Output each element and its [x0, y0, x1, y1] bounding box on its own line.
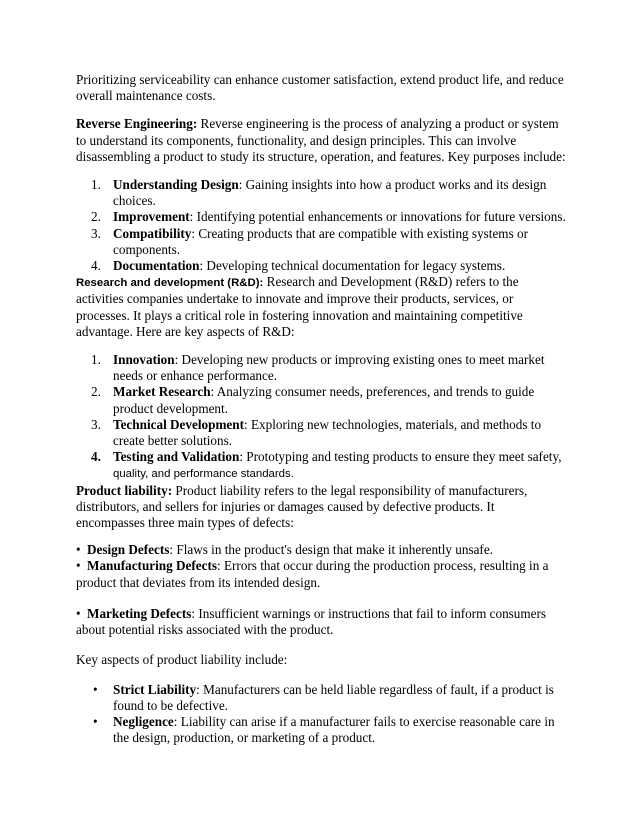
bullet-icon: •	[76, 605, 81, 621]
list-number: 2.	[91, 384, 101, 400]
defect-item	[76, 558, 566, 590]
list-item	[76, 258, 566, 274]
aspect-term: Negligence	[113, 713, 174, 729]
list-item	[76, 226, 566, 258]
list-number: 1.	[91, 177, 101, 193]
product-liability-body: Product liability refers to the legal responsibility of manufacturers, distributors, and sellers for injuries or damages caused by defective products. It encompasses three main types of defects:	[76, 482, 528, 531]
defect-item	[76, 542, 566, 558]
list-number: 3.	[91, 225, 101, 241]
list-item-term: Market Research	[113, 384, 211, 400]
research-development-list	[76, 352, 566, 483]
defect-term: Marketing Defects	[87, 605, 192, 621]
defect-desc: : Insufficient warnings or instructions that fail to inform consumers about potential risks associated with the product.	[76, 605, 547, 638]
list-item-desc: : Developing technical documentation for legacy systems.	[199, 258, 506, 274]
list-item-desc: : Exploring new technologies, materials, and methods to create better solutions.	[113, 416, 542, 449]
reverse-engineering-paragraph	[76, 116, 566, 165]
reverse-engineering-body: Reverse engineering is the process of analyzing a product or system to understand its components, functionality, and design principles. This can involve disassembling a product to study its structure, operation, and features. Key purposes include:	[76, 116, 566, 164]
list-item	[76, 209, 566, 225]
list-number: 1.	[91, 352, 101, 368]
intro-paragraph	[76, 72, 566, 104]
list-item	[76, 352, 566, 384]
list-item-term: Technical Development	[113, 416, 245, 432]
list-item-desc-continuation: quality, and performance standards.	[113, 468, 294, 481]
list-item-term: Improvement	[113, 209, 190, 225]
list-number: 4.	[91, 258, 101, 274]
list-item-desc: : Prototyping and testing products to ensure they meet safety,	[239, 449, 562, 465]
aspect-desc: : Manufacturers can be held liable regardless of fault, if a product is found to be defective.	[113, 681, 554, 713]
research-development-body: Research and Development (R&D) refers to the activities companies undertake to innovate and improve their products, services, or processes. It plays a critical role in fostering innovation and maintaining competitive advantage. Here are key aspects of R&D:	[76, 274, 523, 339]
list-item-desc: : Analyzing consumer needs, preferences, and trends to guide product development.	[113, 384, 535, 416]
product-liability-heading: Product liability:	[76, 482, 173, 498]
list-item	[76, 177, 566, 209]
defect-desc: : Errors that occur during the production process, resulting in a product that deviates from its intended design.	[76, 558, 549, 590]
list-item-term: Understanding Design	[113, 177, 239, 193]
list-item	[76, 714, 566, 746]
research-development-paragraph	[76, 274, 566, 340]
list-number: 4.	[91, 449, 101, 465]
document-page	[76, 72, 566, 746]
bullet-icon: •	[76, 542, 81, 558]
list-item-term: Testing and Validation	[113, 449, 240, 465]
key-aspects-paragraph: Key aspects of product liability include:	[76, 652, 288, 668]
bullet-icon: •	[76, 558, 81, 574]
defect-term: Manufacturing Defects	[87, 558, 218, 574]
list-item-term: Innovation	[113, 352, 175, 368]
list-item	[76, 449, 566, 482]
list-item-term: Documentation	[113, 258, 200, 274]
list-item	[76, 682, 566, 714]
list-item	[76, 417, 566, 449]
aspect-desc: : Liability can arise if a manufacturer fails to exercise reasonable care in the design, production, or marketing of a product.	[113, 713, 555, 746]
list-item-desc: : Identifying potential enhancements or innovations for future versions.	[189, 209, 566, 225]
defect-item	[76, 606, 566, 638]
list-item-desc: : Gaining insights into how a product works and its design choices.	[113, 177, 547, 209]
research-development-heading: Research and development (R&D):	[76, 277, 264, 290]
bullet-icon: •	[93, 681, 98, 697]
defect-term: Design Defects	[87, 542, 170, 558]
list-item-desc: : Creating products that are compatible with existing systems or components.	[113, 225, 528, 257]
bullet-icon: •	[93, 713, 98, 729]
defect-desc: : Flaws in the product's design that make it inherently unsafe.	[169, 542, 493, 558]
intro-text: Prioritizing serviceability can enhance customer satisfaction, extend product life, and reduce overall maintenance costs.	[76, 72, 564, 104]
aspect-term: Strict Liability	[113, 681, 197, 697]
list-item	[76, 384, 566, 416]
product-liability-paragraph	[76, 483, 566, 532]
liability-aspects-list	[76, 682, 566, 747]
list-number: 3.	[91, 416, 101, 432]
list-item-desc: : Developing new products or improving existing ones to meet market needs or enhance performance.	[113, 352, 545, 384]
list-item-term: Compatibility	[113, 225, 192, 241]
reverse-engineering-list	[76, 177, 566, 274]
reverse-engineering-heading: Reverse Engineering:	[76, 116, 198, 132]
list-number: 2.	[91, 209, 101, 225]
